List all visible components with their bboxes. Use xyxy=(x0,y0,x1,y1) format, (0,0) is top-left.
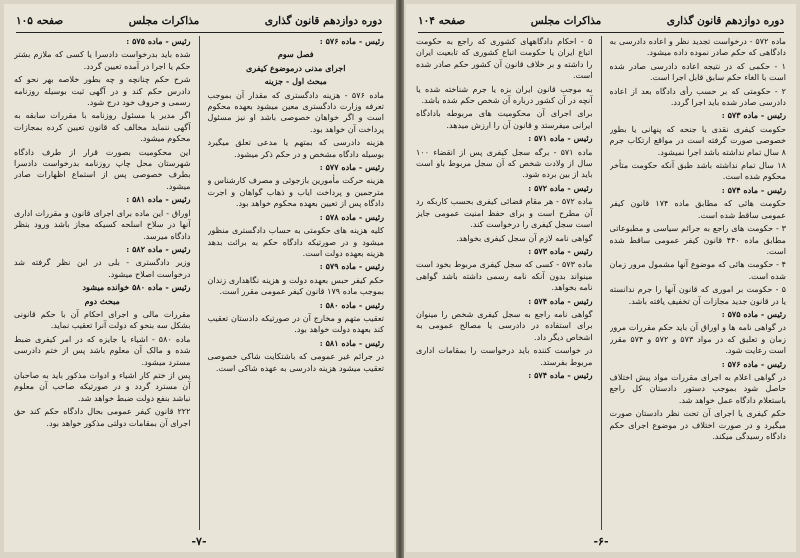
speaker-label: رئیس - ماده ۵۷۴ : xyxy=(528,295,593,306)
speaker-label: رئیس - ماده ۵۸۱ : xyxy=(319,337,384,348)
paragraph: ماده ۵۷۱ - برگه سجل کیفری پس از انقضاء ۱۰۰ سال از ولادت شخص که آن سجل مربوط باو است باید از بین برده شود. xyxy=(416,146,593,180)
header-title: مذاکرات مجلس xyxy=(128,15,200,27)
paragraph: اوراق - این ماده برای اجرای قانون و مقررات اداری آنها در سلاح اسلحه کسیکه مجاز باشد ورود بنظر دادگاه میرسد. xyxy=(14,207,191,241)
section-heading: مبحث اول - جزینه xyxy=(264,76,327,87)
paragraph: مقررات مالی و اجرای احکام آن با حکم قانونی بشکل سه بنحو که دولت آنرا تعقیب نماید. xyxy=(14,308,191,331)
paragraph: در گواهی نامه ها و اوراق آن باید حکم مقررات مرور زمان و تعلیق که در مواد ۵۷۳ و ۵۷۲ و ۵۷۴ مقرر است رعایت شود. xyxy=(609,322,786,356)
paragraph: کلیه هزینه های حکومتی به حساب دادگستری منظور میشود و در صورتیکه دادگاه حکم به برائت بدهد هزینه بعهده دولت است. xyxy=(207,225,384,258)
header-title: مذاکرات مجلس xyxy=(530,15,602,27)
paragraph: حکم کیفر حبس بعهده دولت و هزینه نگاهداری زندان بموجب ماده ۱۷۹ قانون کیفر عمومی مقرر است. xyxy=(207,274,384,297)
paragraph: این محکومیت بصورت قرار از طرف دادگاه شهرستان محل چاپ روزنامه بدرخواست دادسرا بطرف خصوصی پس از استماع اظهارات صادر میشود. xyxy=(14,146,191,191)
right-page xyxy=(406,4,796,552)
header-page-number: صفحه ۱۰۵ xyxy=(16,15,64,27)
header-series: دوره دوازدهم قانون گذاری xyxy=(264,15,382,27)
paragraph: ۲۲۲ قانون کیفر عمومی بحال دادگاه حکم کند حق اجرای آن بمقامات دولتی مذکور خواهد بود. xyxy=(14,406,191,428)
paragraph: ۱۸ سال تمام نداشته باشد طبق آنکه حکومت متأخر محکوم شده است. xyxy=(609,160,786,182)
paragraph: ۵ - احکام دادگاههای کشوری که راجع به حکومت اتباع ایران یا حکومت اتباع کشوری که تابعیت ایران را داشته و بر خلاف قانون آن کشور حکم صادر شده است. xyxy=(416,36,593,81)
paragraph: ماده ۵۸۰ - اشیاء یا جایزه که در امر کیفری ضبط شده و مالک آن معلوم باشد پس از ختم دادرسی مسترد میشود. xyxy=(14,333,191,367)
text-column xyxy=(610,36,787,530)
speaker-label: رئیس - ماده ۵۷۱ : xyxy=(528,133,593,144)
speaker-label: رئیس - ماده ۵۸۲ : xyxy=(126,243,191,254)
paragraph: ۴ - حکومت هائی که موضوع آنها مشمول مرور زمان شده است. xyxy=(609,259,786,281)
speaker-label: رئیس - ماده ۵۷۶ : xyxy=(721,358,786,369)
paragraph: ۳ - حکومت های راجع به جرائم سیاسی و مطبوعاتی مطابق ماده ۴۴۰ قانون کیفر عمومی ساقط شده است. xyxy=(609,223,786,256)
speaker-label: رئیس - ماده ۵۷۷ : xyxy=(319,162,384,173)
paragraph: حکومت هائی که مطابق ماده ۱۷۴ قانون کیفر عمومی ساقط شده است. xyxy=(609,198,786,220)
speaker-label: رئیس - ماده ۵۸۱ : xyxy=(126,194,191,205)
paragraph: شده باید بدرخواست دادسرا یا کسی که ملازم بشتر حکم یا اجرا در آمده تعیین گردد. xyxy=(14,49,191,71)
paragraph: گواهی نامه لازم آن سجل کیفری بخواهد. xyxy=(456,232,593,243)
speaker-label: رئیس - ماده ۵۷۳ : xyxy=(721,110,786,121)
paragraph: وزیر دادگستری - بلی در این نظر گرفته شد درخواست اصلاح میشود. xyxy=(14,257,191,279)
paragraph: برای اجرای آن محکومیت های مربوطه بادادگاه ایرانی میفرستد و قانون آن را ارزش میدهد. xyxy=(416,108,593,130)
paragraph: هزینه دادرسی که بمتهم یا مدعی تعلق میگیرد بوسیله دادگاه مشخص و در حکم ذکر میشود. xyxy=(207,137,384,159)
paragraph: ماده ۵۷۲ - درخواست تجدید نظر و اعاده دادرسی به دادگاهی که حکم صادر نموده داده میشود. xyxy=(609,36,786,58)
text-column xyxy=(208,36,385,530)
paragraph: شرح حکم چنانچه و چه بطور خلاصه بهر نحو که دادرس حکم کند و در آگهی ثبت بوسیله روزنامه رسمی و حروف خود درج شود. xyxy=(14,74,191,108)
page-footer-number: -۷- xyxy=(191,535,207,548)
text-column xyxy=(416,36,593,530)
speaker-label: رئیس - ماده ۵۷۹ : xyxy=(319,261,384,272)
speaker-label: رئیس - ماده ۵۷۳ : xyxy=(528,245,593,256)
speaker-label: رئیس - ماده ۵۷۶ : xyxy=(319,36,384,46)
paragraph: تعقیب متهم و مخارج آن در صورتیکه دادستان تعقیب کند بعهده دولت خواهد بود. xyxy=(207,312,384,335)
paragraph: در جرائم غیر عمومی که باشتکایت شاکی خصوصی تعقیب میشود هزینه دادرسی به عهده شاکی است. xyxy=(207,351,384,373)
paragraph: ۱ - حکمی که در نتیجه اعاده دادرسی صادر شده است با الغاء حکم سابق قابل اجرا است. xyxy=(609,60,786,83)
section-heading: فصل سوم xyxy=(277,49,314,60)
paragraph: به موجب قانون ایران بزه یا جرم شناخته شده یا آنچه در آن کشور درباره آن شخص حکم شده باشد. xyxy=(416,83,593,106)
paragraph: ماده ۵۷۲ - هر مقام قضائی کیفری بحسب کاربکه رد آن مطرح است و برای حفظ امنیت عمومی جایز است سجل کیفری را درخواست کند. xyxy=(416,196,593,230)
paragraph: هزینه حرکت مأمورین بازجوئی و مصرف کارشناس و مترجمین و پرداخت ایاب و ذهاب گواهان و اجرت دادگاه پس از تعیین بعهده محکوم خواهد بود. xyxy=(207,175,384,209)
page-header xyxy=(16,10,382,33)
section-heading: اجرای مدنی درموضوع کیفری xyxy=(246,62,346,73)
speaker-label: رئیس - ماده ۵۷۴ : xyxy=(721,184,786,195)
paragraph: ماده ۵۷۳ - کسی که سجل کیفری مربوط بخود است مینواند بدون آنکه نامه رسمی داشته باشد گواهی نامه بخواهد. xyxy=(416,259,593,293)
paragraph: در گواهی اعلام به اجرای مقررات مواد پیش اختلاف حاصل شود بموجب دستور دادستان کل راجع باستعلام دادگاه عمل خواهد شد. xyxy=(609,371,786,405)
paragraph: در خواست کننده باید درخواست را بمقامات اداری مربوط بفرستد. xyxy=(416,345,593,367)
book-gutter xyxy=(396,0,404,558)
page-footer-number: -۶- xyxy=(593,535,609,548)
paragraph: ۵ - حکومت بر اموری که قانون آنها را جرم ندانسته یا در قانون جدید مجازات آن تخفیف یافته باشد. xyxy=(609,284,786,306)
column-divider xyxy=(199,36,200,530)
page-header xyxy=(418,10,784,33)
header-series: دوره دوازدهم قانون گذاری xyxy=(666,15,784,27)
paragraph: حکم کیفری یا اجرای آن تحت نظر دادستان صورت میگیرد و در صورت اختلاف در موضوع اجرای حکم دادگاه رسیدگی میکند. xyxy=(609,408,786,441)
header-page-number: صفحه ۱۰۴ xyxy=(418,15,466,27)
paragraph: ماده ۵۷۶ - هزینه دادگستری که مقدار آن بموجب تعرفه وزارت دادگستری معین میشود بعهده محکوم است و اگر خواهان خصوصی باشد او نیز مسئول پرداخت آن خواهد بود. xyxy=(207,89,384,134)
speaker-label: رئیس - ماده ۵۷۲ : xyxy=(528,182,593,193)
page-columns xyxy=(14,36,384,530)
speaker-label: رئیس - ماده ۵۷۵ : xyxy=(721,308,786,319)
paragraph: پس از ختم کار اشیاء و ادوات مذکور باید به صاحبان آن مسترد گردد و در صورتیکه صاحب آن معلوم نباشد بنفع دولت ضبط خواهد شد. xyxy=(14,369,191,403)
paragraph: ۲ - حکومتی که بر حسب رأی دادگاه بعد از اعاده دادرسی صادر شده باید اجرا گردد. xyxy=(609,85,786,108)
paragraph: حکومت کیفری نقدی یا جنحه که پنهانی یا بطور خصوصی صورت گرفته است در مواقع ارتکاب جرم ۸ سال تمام نداشته باشد اجرا نمیشود. xyxy=(609,123,786,157)
column-divider xyxy=(601,36,602,530)
section-heading: مبحث دوم xyxy=(84,295,120,306)
speaker-label: رئیس - ماده ۵۸۰ : xyxy=(319,299,384,310)
left-page xyxy=(4,4,394,552)
speaker-label: رئیس - ماده ۵۷۴ : xyxy=(528,369,593,380)
paragraph: گواهی نامه راجع به سجل کیفری شخص را مینوان برای استفاده در دادرسی یا مصالح عمومی به اشخاص دیگر داد. xyxy=(416,308,593,342)
page-columns xyxy=(416,36,786,530)
speaker-label: رئیس - ماده ۵۷۸ : xyxy=(319,211,384,222)
speaker-label: رئیس - ماده ۵۷۵ : xyxy=(126,36,191,46)
speaker-label: رئیس - ماده ۵۸۰ خوانده میشود xyxy=(82,282,191,293)
text-column xyxy=(14,36,191,530)
paragraph: اگر مدیر یا مسئول روزنامه با مقررات سابقه به آگهی ننماید مخالف که قانون تعیین کرده بمجازات محکوم میشود. xyxy=(14,110,191,144)
